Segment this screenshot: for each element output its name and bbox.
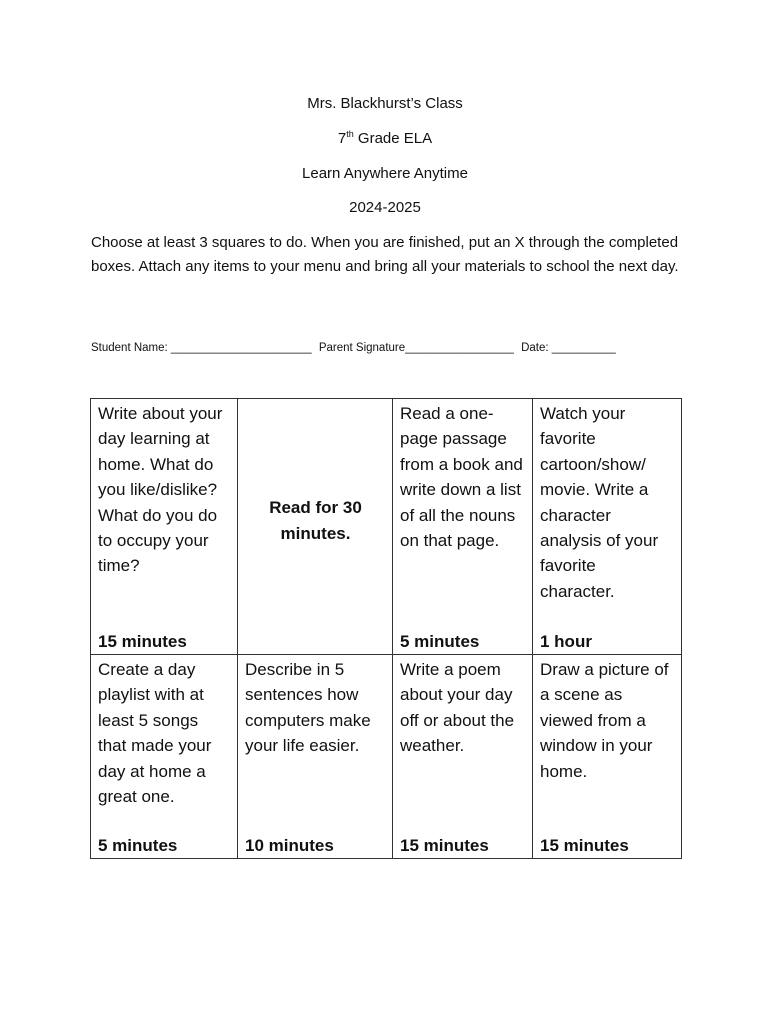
choice-board: [90, 398, 682, 859]
task-time: 15 minutes: [98, 631, 187, 651]
board-row: [91, 655, 682, 859]
board-cell[interactable]: [533, 655, 682, 859]
board-cell[interactable]: [393, 399, 533, 655]
task-text: Write a poem about your day off or about the weather.: [400, 660, 515, 756]
task-time: 15 minutes: [540, 835, 629, 855]
grade-suffix: th: [346, 129, 354, 139]
board-cell[interactable]: [393, 655, 533, 859]
parent-signature-field[interactable]: Parent Signature_________________: [318, 342, 514, 354]
subtitle: Learn Anywhere Anytime: [302, 165, 468, 182]
student-name-field[interactable]: Student Name: ______________________: [91, 342, 312, 354]
board-cell[interactable]: [91, 399, 238, 655]
board-row: [91, 399, 682, 655]
board-cell[interactable]: [238, 655, 393, 859]
task-time: 5 minutes: [98, 835, 178, 855]
task-text: Draw a picture of a scene as viewed from a window in your home.: [540, 660, 669, 781]
school-year: 2024-2025: [349, 199, 421, 216]
task-time: 15 minutes: [400, 835, 489, 855]
board-cell[interactable]: [238, 399, 393, 655]
grade-subject: Grade ELA: [353, 130, 433, 147]
task-time: 5 minutes: [400, 631, 480, 651]
board-cell[interactable]: [91, 655, 238, 859]
date-field[interactable]: Date: __________: [521, 342, 616, 354]
task-text: Write about your day learning at home. What do you like/dislike? What do you do to occupy your time?: [98, 404, 223, 576]
task-time: 10 minutes: [245, 835, 334, 855]
task-text: Describe in 5 sentences how computers make your life easier.: [245, 660, 371, 756]
signature-line: [91, 342, 731, 354]
task-text: Read for 30 minutes.: [269, 498, 362, 543]
task-text: Watch your favorite cartoon/show/ movie. Write a character analysis of your favorite character.: [540, 404, 659, 601]
board-cell[interactable]: [533, 399, 682, 655]
task-text: Create a day playlist with at least 5 songs that made your day at home a great one.: [98, 660, 212, 807]
grade-number: 7: [337, 130, 347, 147]
task-time: 1 hour: [540, 631, 592, 651]
instructions: Choose at least 3 squares to do. When you are finished, put an X through the completed boxes. Attach any items to your menu and bring all your materials to school the next day.: [91, 234, 679, 275]
task-text: Read a one-page passage from a book and write down a list of all the nouns on that page.: [400, 404, 523, 551]
grade-label: [0, 130, 770, 147]
class-title: Mrs. Blackhurst’s Class: [307, 95, 463, 112]
